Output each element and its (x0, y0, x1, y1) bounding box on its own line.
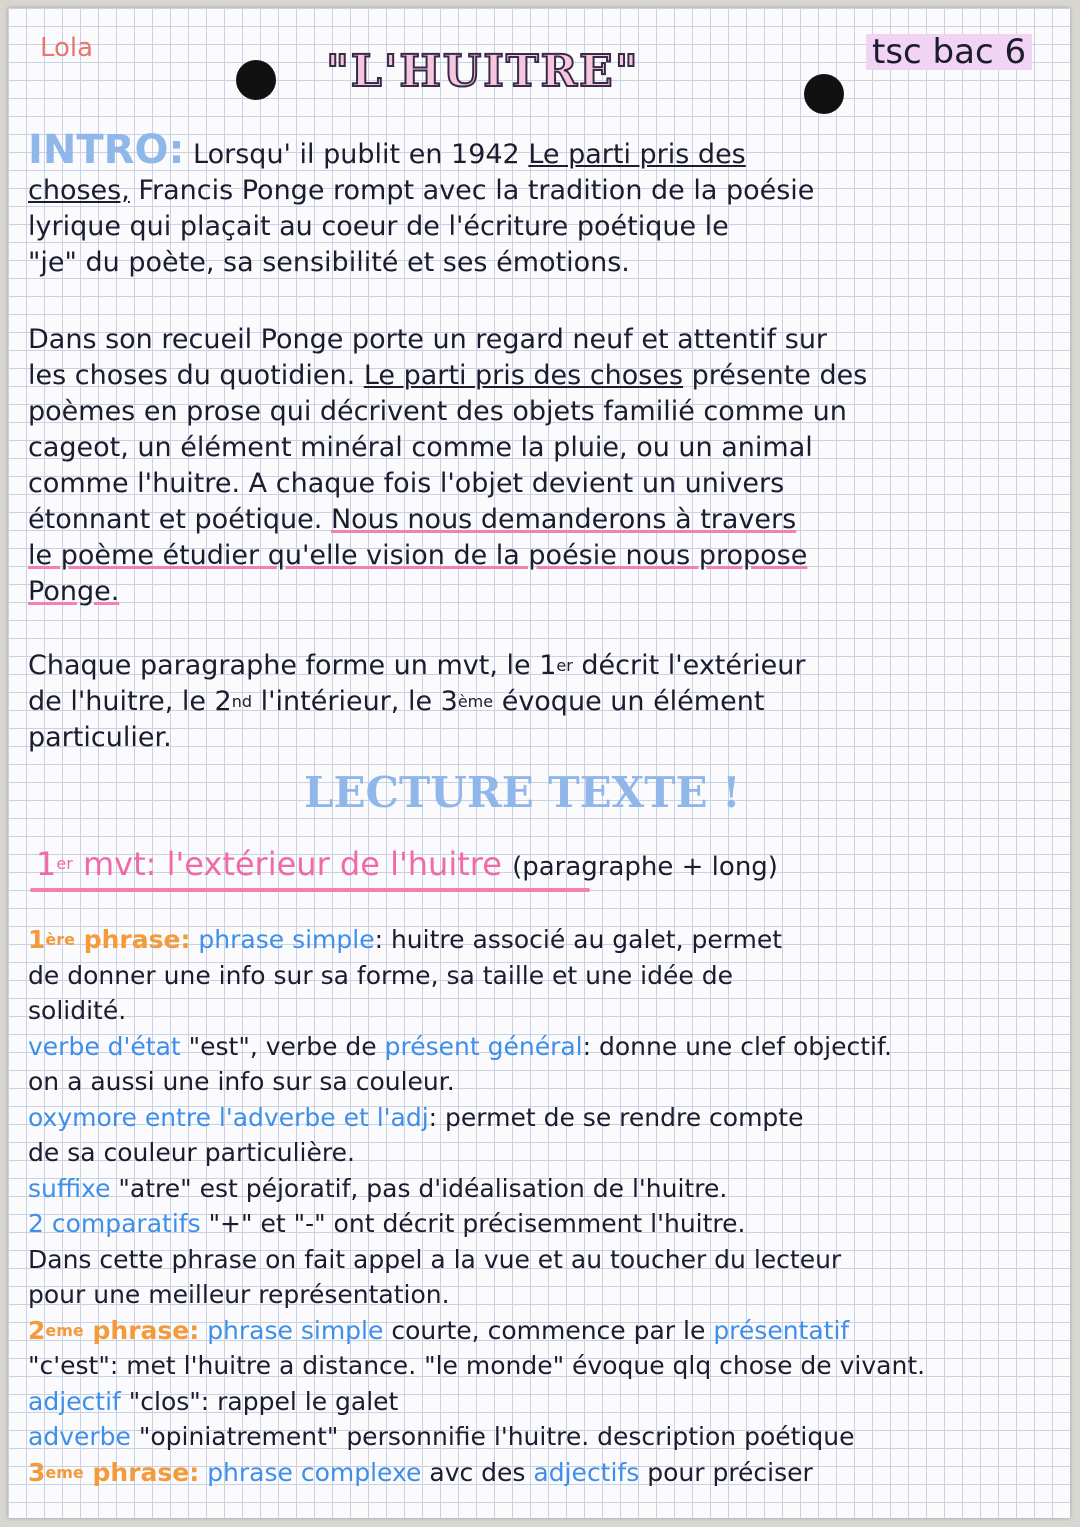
para-line: Dans son recueil Ponge porte un regard neuf et attentif sur (28, 324, 828, 355)
para-text: de l'huitre, le 2 (28, 686, 232, 717)
analysis-line: solidité. (28, 996, 127, 1025)
para-line: comme l'huitre. A chaque fois l'objet devient un univers (28, 468, 785, 499)
para-text: étonnant et poétique. (28, 504, 323, 535)
para-line (28, 574, 1058, 610)
analysis-line (28, 1029, 1068, 1065)
book-title-end: choses, (28, 175, 130, 206)
analysis-text: : donne une clef objectif. (582, 1031, 892, 1061)
para-line (28, 684, 1058, 720)
analysis-text: avc des (429, 1457, 526, 1487)
phrase-word: phrase: (92, 1457, 200, 1487)
para-line (28, 648, 1058, 684)
superscript: eme (45, 1320, 84, 1340)
para-line (28, 502, 1058, 538)
section-heading: LECTURE TEXTE ! (304, 768, 741, 817)
analysis-text: pour préciser (647, 1457, 813, 1487)
problematique: le poème étudier qu'elle vision de la poésie nous propose (28, 540, 808, 571)
analysis-line (28, 1313, 1068, 1349)
grammar-term: oxymore entre l'adverbe et l'adj (28, 1102, 429, 1132)
context-paragraph (28, 322, 1058, 610)
phrase-number: 3 (28, 1457, 46, 1487)
intro-line-4: "je" du poète, sa sensibilité et ses émotions. (28, 247, 630, 278)
analysis-text: "c'est": met l'huitre a distance. "le monde" évoque qlq chose de (28, 1351, 832, 1380)
movement-heading (36, 846, 778, 885)
para-line (28, 538, 1058, 574)
grammar-term: présent général (384, 1031, 583, 1061)
problematique: Ponge. (28, 576, 120, 607)
analysis-text: : huitre associé au galet, permet (374, 925, 783, 954)
phrase-label (28, 1458, 199, 1487)
grammar-term: phrase simple (198, 925, 375, 954)
grammar-term: adjectif (28, 1386, 121, 1416)
grammar-term: 2 comparatifs (28, 1209, 201, 1238)
analysis-line: on a aussi une info sur sa couleur. (28, 1067, 455, 1096)
analysis-text: courte, commence par le (391, 1315, 706, 1345)
analysis-notes (28, 922, 1068, 1490)
superscript: ère (45, 930, 75, 949)
superscript: er (56, 854, 73, 873)
analysis-text: "atre" est péjoratif, pas d'idéalisation de l'huitre. (118, 1173, 728, 1203)
phrase-label (28, 925, 190, 954)
grammar-term: présentatif (713, 1315, 850, 1345)
analysis-line: de sa couleur particulière. (28, 1138, 355, 1167)
binder-hole-right (804, 74, 844, 114)
analysis-text: vivant. (839, 1351, 926, 1380)
phrase-number: 1 (28, 925, 46, 954)
para-text: évoque un élément (501, 686, 765, 717)
para-line: poèmes en prose qui décrivent des objets familié comme un (28, 396, 847, 427)
superscript: ème (457, 692, 494, 711)
analysis-line (28, 1206, 1068, 1242)
analysis-line: pour une meilleur représentation. (28, 1280, 450, 1309)
analysis-text: "+" et "-" ont décrit précisemment l'huitre. (208, 1209, 746, 1238)
analysis-line (28, 1419, 1068, 1455)
para-line: particulier. (28, 722, 172, 753)
phrase-word: phrase: (83, 925, 191, 954)
grammar-term: verbe d'état (28, 1031, 181, 1061)
superscript: eme (45, 1462, 84, 1482)
structure-paragraph (28, 648, 1058, 756)
phrase-word: phrase: (92, 1315, 200, 1345)
para-text: décrit l'extérieur (581, 650, 806, 681)
movement-underline (30, 888, 590, 892)
grammar-term: adverbe (28, 1422, 131, 1451)
intro-paragraph (28, 127, 1058, 281)
author-name: Lola (40, 33, 94, 63)
analysis-line (28, 1455, 1068, 1491)
superscript: nd (231, 692, 253, 711)
analysis-line (28, 1348, 1068, 1384)
intro-line-3: lyrique qui plaçait au coeur de l'écriture poétique le (28, 211, 729, 242)
movement-label (36, 845, 502, 883)
intro-line-2 (28, 173, 1058, 209)
analysis-line (28, 922, 1068, 958)
para-line (28, 358, 1058, 394)
notebook-page (8, 8, 1070, 1518)
analysis-line (28, 1171, 1068, 1207)
analysis-line: de donner une info sur sa forme, sa taille et une idée de (28, 960, 733, 990)
phrase-label (28, 1316, 199, 1345)
grammar-term: suffixe (28, 1173, 111, 1203)
grammar-term: phrase simple (207, 1315, 384, 1345)
intro-text: Lorsqu' il publit en 1942 (193, 139, 520, 170)
grammar-term: phrase complexe (207, 1457, 422, 1487)
para-text: présente des (691, 360, 868, 391)
analysis-text: : permet de se rendre compte (428, 1102, 804, 1132)
book-title: Le parti pris des (528, 139, 746, 170)
intro-line-1 (28, 127, 1058, 173)
para-text: l'intérieur, le 3 (260, 686, 458, 717)
para-line: cageot, un élément minéral comme la pluie, ou un animal (28, 432, 813, 463)
page-title: "L'HUITRE" (326, 46, 640, 97)
binder-hole-left (236, 60, 276, 100)
analysis-text: "opiniatrement" personnifie l'huitre. description poétique (138, 1422, 855, 1451)
movement-title: mvt: l'extérieur de l'huitre (82, 845, 502, 883)
para-text: les choses du quotidien. (28, 360, 356, 391)
para-text: Chaque paragraphe forme un mvt, le 1 (28, 650, 557, 681)
analysis-line: Dans cette phrase on fait appel a la vue et au toucher du lecteur (28, 1244, 842, 1274)
intro-text: Francis Ponge rompt avec la tradition de la poésie (138, 175, 815, 206)
analysis-line (28, 1384, 1068, 1420)
superscript: er (556, 656, 573, 675)
class-tag: tsc bac 6 (866, 34, 1032, 70)
analysis-line (28, 1100, 1068, 1136)
book-title: Le parti pris des choses (363, 360, 684, 391)
movement-note: (paragraphe + long) (512, 852, 778, 882)
analysis-text: "clos": rappel le galet (128, 1386, 399, 1416)
problematique: Nous nous demanderons à travers (330, 504, 797, 535)
movement-number: 1 (36, 845, 57, 883)
intro-label: INTRO: (28, 127, 185, 173)
grammar-term: adjectifs (533, 1457, 640, 1487)
phrase-number: 2 (28, 1315, 46, 1345)
analysis-text: "est", verbe de (188, 1031, 377, 1061)
